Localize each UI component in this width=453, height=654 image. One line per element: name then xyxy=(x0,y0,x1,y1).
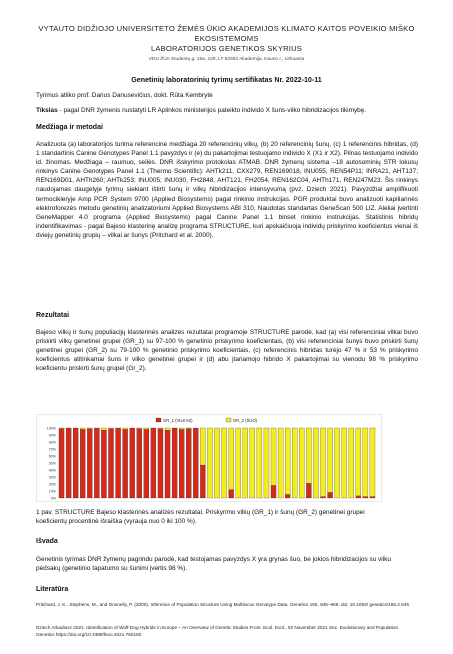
reference-item: Dziech Arkadiusz 2021. Identification of Wolf-Dog Hybrids in Europe – An Overview of Genetic Studies Front. Ecol. Evol., 02 November 2021 Sec. Evolutionary and Population Genetics https://doi.org/10.3389/fevo.2021.760160 xyxy=(36,625,399,638)
bar-gr2-segment xyxy=(250,428,255,498)
bar-gr1-segment xyxy=(229,490,234,498)
bar-gr1-segment xyxy=(165,430,170,498)
goal-label: Tikslas xyxy=(36,107,58,114)
bar-gr1-segment xyxy=(137,429,142,498)
bar-gr2-segment xyxy=(214,428,219,498)
bar-gr2-segment xyxy=(236,428,241,498)
literature-heading: Literatūra xyxy=(36,586,69,593)
bar-gr2-segment xyxy=(207,428,212,498)
bar-gr2-segment xyxy=(370,428,375,497)
authors-line: Tyrimus atliko prof. Darius Danusevičius, dokt. Rūta Kembrytė xyxy=(36,92,213,99)
bar-gr2-segment xyxy=(278,428,283,498)
goal-paragraph xyxy=(36,106,418,115)
conclusion-paragraph: Genetinis tyrimas DNR žymenų pagrindu parodė, kad testojamas pavyzdys X yra grynas šuo, be jokios hibridizacijos su vilku pėdsakų (genetinio tapatumo su šunimi įvertis 98 %). xyxy=(36,556,391,573)
y-tick-label: 40% xyxy=(48,468,56,473)
bar-gr1-segment xyxy=(144,429,149,498)
bar-gr2-segment xyxy=(80,428,85,429)
goal-text: - pagal DNR žymenis nustatyti LR Aplinkos ministerijos pateikto individo X šuns-vilko hibridizacijos tikimybę. xyxy=(57,107,367,114)
bar-gr2-segment xyxy=(87,428,92,429)
y-tick-label: 70% xyxy=(48,447,56,452)
bar-gr2-segment xyxy=(200,428,205,465)
bar-gr2-segment xyxy=(320,428,325,497)
bar-gr2-segment xyxy=(123,428,128,429)
bar-gr2-segment xyxy=(229,428,234,490)
y-tick-label: 20% xyxy=(48,482,56,487)
institution-name-line2: LABORATORIJOS GENETIKOS SKYRIUS xyxy=(150,44,303,53)
certificate-title: Genetinių laboratorinių tyrimų sertifikatas Nr. 2022-10-11 xyxy=(131,76,322,84)
bar-gr2-segment xyxy=(144,428,149,429)
bar-gr1-segment xyxy=(193,428,198,498)
bar-gr1-segment xyxy=(186,429,191,498)
institution-name-line1: VYTAUTO DIDŽIOJO UNIVERSITETO ŽEMĖS ŪKIO AKADEMIJOS KLIMATO KAITOS POVEIKIO MIŠKO EKOSISTEMOMS xyxy=(38,24,415,43)
bar-gr1-segment xyxy=(108,429,113,498)
y-tick-label: 80% xyxy=(48,440,56,445)
bar-gr2-segment xyxy=(356,428,361,496)
bar-gr1-segment xyxy=(151,428,156,498)
bar-gr1-segment xyxy=(116,428,121,498)
institution-header xyxy=(20,24,433,63)
bar-gr2-segment xyxy=(328,428,333,492)
methods-heading: Medžiaga ir metodai xyxy=(36,124,103,131)
bar-gr1-segment xyxy=(101,430,106,498)
bar-gr1-segment xyxy=(370,497,375,498)
y-tick-label: 50% xyxy=(48,461,56,466)
reference-item: Pritchard, J. K., Stephens, M., and Donnelly, P. (2000). Inference of Population Structure Using Multilocus Genotype Data. Genetics 155, 945–959. doi: 10.1093/ genetics/155.2.945 xyxy=(36,602,409,607)
bar-gr1-segment xyxy=(179,429,184,498)
legend-label: GR_1 (VILKAS) xyxy=(163,418,193,423)
bar-gr1-segment xyxy=(285,495,290,499)
bar-gr2-segment xyxy=(299,428,304,498)
bar-gr2-segment xyxy=(101,428,106,430)
bar-gr1-segment xyxy=(87,429,92,498)
bar-gr2-segment xyxy=(257,428,262,498)
bar-gr1-segment xyxy=(328,492,333,498)
results-heading: Rezultatai xyxy=(36,312,70,319)
legend-swatch xyxy=(156,418,161,422)
bar-gr2-segment xyxy=(342,428,347,498)
bar-gr2-segment xyxy=(222,428,227,498)
bar-gr1-segment xyxy=(158,429,163,498)
bar-gr2-segment xyxy=(292,428,297,498)
bar-gr2-segment xyxy=(264,428,269,498)
bar-gr1-segment xyxy=(271,485,276,498)
bar-gr2-segment xyxy=(335,428,340,498)
y-tick-label: 60% xyxy=(48,454,56,459)
figure-caption: 1 pav. STRUCTURE Bajeso klasterinės analizės rezultatai. Priskyrimo vilkų (GR_1) ir šunų (GR_2) genetinei grupei koeficientų procentinė išraiška (vyrauja nuo 0 iki 100 %). xyxy=(36,509,365,526)
bar-gr1-segment xyxy=(356,496,361,498)
bar-gr1-segment xyxy=(73,428,78,498)
y-tick-label: 10% xyxy=(48,489,56,494)
bar-gr2-segment xyxy=(186,428,191,429)
bar-gr1-segment xyxy=(66,428,71,498)
bar-gr2-segment xyxy=(137,428,142,429)
bar-gr2-segment xyxy=(363,428,368,497)
bar-gr2-segment xyxy=(285,428,290,495)
y-tick-label: 90% xyxy=(48,433,56,438)
legend-label: GR_2 (ŠUO) xyxy=(233,418,257,423)
methods-paragraph: Analizuota (a) laboratorijos turima referencinė medžiaga 20 referencinių vilkų, (b) 20 referencinių šunų, (c) 1 referencinis hibridas, (d) 1 standartinis Canine Genotypes Panel 1.1 pavyzdys ir (e) du pakartojimai testuojamo individo X (X1 ir X2). Pilnas testuojamo individo id. žinomas. Medžiaga – raumuo, seilės. DNR išskyrimo protokolas ATMAB. DNR žymenų sistema –18 autosominių STR lokusų rinkinys Canine Genotypes Panel 1.1 (Thermo Scientific): AHTk211, CXX279, REN169018, INU055, REN54P11; INRA21, AHT137; REN169D01, AHTh260; AHTk253; INU005; INU030, FH2848, AHT121, FH2054, REN162C04, AHTh171, REN247M23. Šis rinkinys naudojamas daugelyje tyrimų siekiant ištirti šunų ir vilkų hibridizacijos intensyvumą (pvz. Dziech 2021). Pavyzdžiai amplifikuoti termocikleryje Amp PCR System 9700 (Applied Biosystems) pagal rinkinio instrukcijas. PGR produktai buvo analizuoti kapiliarinės elektroforezės metodu genetinių analizatoriumi Applied Biosystems ABI 310. Naudotas standartas GeneScan 500 LIZ. Aleliai įvertinti GeneMapper 4.0 programa (Applied Biosystems) pagal Canine Panel 1.1 binset rinkinio instrukcijas. Statistinis hibridų indentifikavimas - pagal Bajeso klasterinę analizę programa STRUCTURE, kuri apskaičiuoja individų priskyrimo koeficientus vienai iš dviejų genetinių grupių – vilkai ar šunys (Pritchard et al. 2000). xyxy=(36,141,418,239)
bar-gr2-segment xyxy=(108,428,113,429)
y-tick-label: 0% xyxy=(50,496,56,501)
bar-gr2-segment xyxy=(158,428,163,429)
bar-gr2-segment xyxy=(243,428,248,498)
bar-gr1-segment xyxy=(200,465,205,498)
bar-gr2-segment xyxy=(59,428,64,429)
bar-gr1-segment xyxy=(306,483,311,498)
y-tick-label: 100% xyxy=(46,426,56,431)
bar-gr2-segment xyxy=(165,428,170,430)
results-paragraph: Bajeso vilkų ir šunų populiacijų klasterinės analizės rezultatai programoje STRUCTURE parodė, kad (a) visi referenciniai vilkai buvo priskirti vilkų genetinei grupei (GR_1) su 97-100 % genetinio priskyrimo koeficientais, (b) visi referenciniai šunys buvo priskirti šunų genetinei grupei (GR_2) su 79-100 % genetinio priskyrimo koeficientais, (c) referencinis hibridas turėjo 47 % ir 53 % priskyrimo koeficientus atitinkamai šuns ir vilko genetinei grupei ir (d) abu įtariamojo hibrido X pakartojimai su vienodu 98 % priskyrimo koeficientu priskirti šunų grupei (Gr_2). xyxy=(36,329,418,373)
bar-gr2-segment xyxy=(313,428,318,498)
conclusion-heading: Išvada xyxy=(36,538,58,545)
legend-swatch xyxy=(226,418,231,422)
structure-chart xyxy=(36,414,382,502)
structure-bar-chart xyxy=(36,414,382,502)
bar-gr1-segment xyxy=(130,428,135,498)
bar-gr1-segment xyxy=(94,428,99,498)
bar-gr1-segment xyxy=(80,429,85,498)
bar-gr1-segment xyxy=(172,428,177,498)
bar-gr2-segment xyxy=(179,428,184,429)
chart-bars xyxy=(59,428,375,498)
bar-gr2-segment xyxy=(306,428,311,483)
y-tick-label: 30% xyxy=(48,475,56,480)
bar-gr1-segment xyxy=(320,497,325,498)
bar-gr2-segment xyxy=(349,428,354,498)
bar-gr1-segment xyxy=(123,429,128,498)
bar-gr2-segment xyxy=(271,428,276,485)
institution-address: VDU ŽŪA Studentų g. 15a, 229, LT-53363 Akademija, Kauno r., Lithuania xyxy=(148,57,305,62)
bar-gr1-segment xyxy=(59,429,64,498)
bar-gr1-segment xyxy=(363,497,368,498)
